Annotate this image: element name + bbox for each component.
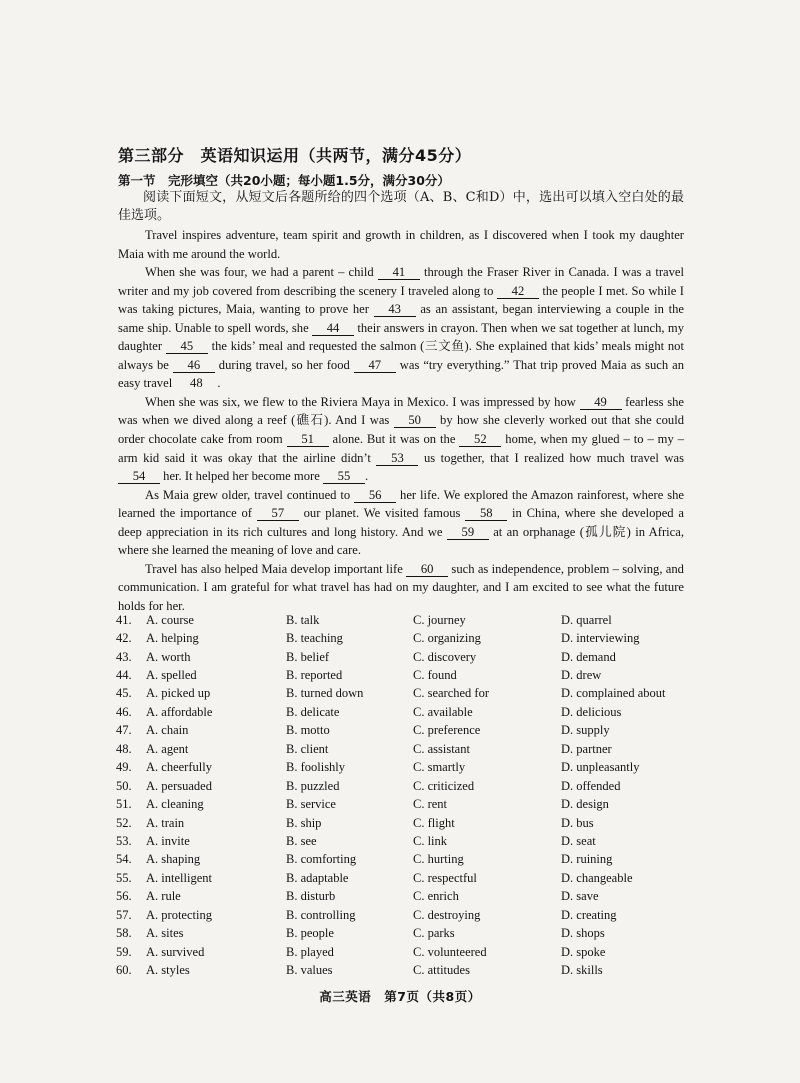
question-row <box>116 666 696 684</box>
option-b: B. see <box>286 833 317 848</box>
option-a: A. train <box>146 815 185 830</box>
option-d: D. creating <box>561 907 617 922</box>
option-c: C. volunteered <box>413 944 487 959</box>
question-number: 54. <box>116 852 132 867</box>
blank-number: 59 <box>447 525 489 540</box>
option-d: D. spoke <box>561 944 606 959</box>
question-row <box>116 611 696 629</box>
passage-text: the people I met. So while I was taking pictures, Maia, wanting to prove her <box>118 283 684 317</box>
option-a: A. protecting <box>146 907 212 922</box>
option-c: C. flight <box>413 815 455 830</box>
passage-text: their answers in crayon. Then when we sat together at lunch, my daughter <box>118 320 684 354</box>
subsection-title: 第一节 完形填空（共20小题；每小题1.5分，满分30分） <box>118 173 450 188</box>
instructions: 阅读下面短文，从短文后各题所给的四个选项（A、B、C和D）中，选出可以填入空白处的最佳选项。 <box>118 190 684 223</box>
question-number: 49. <box>116 760 132 775</box>
option-d: D. supply <box>561 723 610 738</box>
option-a: A. agent <box>146 741 189 756</box>
question-number: 48. <box>116 741 132 756</box>
option-d: D. ruining <box>561 852 613 867</box>
question-number: 50. <box>116 778 132 793</box>
option-d: D. demand <box>561 649 616 664</box>
option-b: B. adaptable <box>286 870 349 885</box>
question-number: 56. <box>116 889 132 904</box>
option-a: A. course <box>146 612 194 627</box>
passage-paragraph <box>118 226 684 263</box>
option-d: D. save <box>561 889 599 904</box>
option-d: D. partner <box>561 741 612 756</box>
option-b: B. service <box>286 797 336 812</box>
question-row <box>116 685 696 703</box>
blank-number: 48 <box>190 376 203 391</box>
blank-number: 55 <box>323 469 365 484</box>
answer-options <box>116 611 696 980</box>
blank-number: 58 <box>465 506 507 521</box>
option-c: C. rent <box>413 797 448 812</box>
passage-text: during travel, so her food <box>214 357 354 372</box>
passage-paragraph <box>118 393 684 486</box>
option-d: D. drew <box>561 668 602 683</box>
blank-number: 56 <box>354 488 396 503</box>
passage-text: our planet. We visited famous <box>298 506 466 521</box>
question-row <box>116 703 696 721</box>
option-b: B. ship <box>286 815 322 830</box>
option-b: B. people <box>286 926 334 941</box>
option-b: B. client <box>286 741 329 756</box>
option-c: C. assistant <box>413 741 470 756</box>
option-a: A. shaping <box>146 852 201 867</box>
question-row <box>116 869 696 887</box>
option-b: B. controlling <box>286 907 356 922</box>
option-d: D. changeable <box>561 870 633 885</box>
passage-text: fearless she was when we dived along a reef (礁石). And I was <box>118 394 685 428</box>
question-row <box>116 629 696 647</box>
page-footer: 高三英语 第7页（共8页） <box>319 989 481 1004</box>
option-c: C. searched for <box>413 686 490 701</box>
option-a: A. persuaded <box>146 778 212 793</box>
option-b: B. belief <box>286 649 330 664</box>
option-c: C. hurting <box>413 852 464 867</box>
question-number: 46. <box>116 704 132 719</box>
question-row <box>116 924 696 942</box>
blank-number: 60 <box>406 562 448 577</box>
question-number: 58. <box>116 926 132 941</box>
option-d: D. bus <box>561 815 594 830</box>
option-c: C. attitudes <box>413 963 470 978</box>
blank-number: 45 <box>166 339 208 354</box>
blank-number: 41 <box>378 265 420 280</box>
blank-number: 44 <box>312 321 354 336</box>
blank-number: 57 <box>257 506 299 521</box>
question-row <box>116 851 696 869</box>
question-number: 52. <box>116 815 132 830</box>
blank-number: 52 <box>459 432 501 447</box>
option-d: D. shops <box>561 926 605 941</box>
question-row <box>116 961 696 979</box>
passage-text: home, when my glued – to – my – arm kid said it was okay that the airline didn’t <box>118 432 685 465</box>
question-number: 47. <box>116 723 132 738</box>
option-b: B. values <box>286 963 333 978</box>
blank-number: 49 <box>580 395 622 410</box>
option-b: B. disturb <box>286 889 336 904</box>
blank-number: 51 <box>287 432 329 447</box>
question-number: 41. <box>116 612 132 627</box>
option-b: B. puzzled <box>286 778 340 793</box>
passage-text: such as independence, problem – solving, and communication. I am grateful for what travel has had on my daughter, and I am excited to see what the future holds for her. <box>118 561 684 613</box>
option-b: B. reported <box>286 668 343 683</box>
option-a: A. picked up <box>146 686 211 701</box>
option-a: A. chain <box>146 723 189 738</box>
option-b: B. foolishly <box>286 760 346 775</box>
question-row <box>116 777 696 795</box>
passage-text: as an assistant, began interviewing a couple in the same ship. Unable to spell words, she <box>118 302 684 335</box>
passage-paragraph <box>118 486 684 560</box>
passage-text: her. It helped her become more <box>160 469 323 484</box>
option-a: A. survived <box>146 944 205 959</box>
question-row <box>116 888 696 906</box>
option-a: A. worth <box>146 649 191 664</box>
option-d: D. offended <box>561 778 621 793</box>
passage-text: by how she cleverly worked out that she could order chocolate cake from room <box>118 413 684 447</box>
question-row <box>116 795 696 813</box>
option-a: A. sites <box>146 926 184 941</box>
question-row <box>116 943 696 961</box>
passage-text: us together, that I realized how much travel was <box>418 450 684 465</box>
option-c: C. available <box>413 704 473 719</box>
passage-text: As Maia grew older, travel continued to <box>145 487 355 502</box>
option-b: B. teaching <box>286 631 343 646</box>
question-number: 51. <box>116 797 132 812</box>
passage-text: the kids’ meal and requested the salmon (三文鱼). She explained that kids’ meals might not always be <box>118 339 684 372</box>
question-row <box>116 832 696 850</box>
question-number: 59. <box>116 944 132 959</box>
cloze-passage <box>118 226 684 615</box>
option-c: C. destroying <box>413 907 481 922</box>
question-number: 60. <box>116 963 132 978</box>
option-c: C. smartly <box>413 760 466 775</box>
option-a: A. invite <box>146 833 190 848</box>
option-b: B. delicate <box>286 704 340 719</box>
option-a: A. intelligent <box>146 870 212 885</box>
option-c: C. journey <box>413 612 466 627</box>
option-c: C. enrich <box>413 889 459 904</box>
question-row <box>116 740 696 758</box>
option-a: A. styles <box>146 963 190 978</box>
section-title: 第三部分 英语知识运用（共两节，满分45分） <box>118 146 472 165</box>
option-b: B. played <box>286 944 334 959</box>
option-b: B. talk <box>286 612 320 627</box>
passage-text: in China, where she developed a deep appreciation in its rich cultures and long history. And we <box>118 506 684 539</box>
passage-text: Travel inspires adventure, team spirit and growth in children, as I discovered when I took my daughter Maia with me around the world. <box>118 228 684 261</box>
question-row <box>116 814 696 832</box>
option-d: D. design <box>561 797 609 812</box>
option-b: B. motto <box>286 723 330 738</box>
passage-paragraph <box>118 263 684 393</box>
option-a: A. affordable <box>146 704 213 719</box>
option-c: C. found <box>413 668 457 683</box>
blank-number: 42 <box>497 284 539 299</box>
option-c: C. organizing <box>413 631 481 646</box>
blank-number: 46 <box>173 358 215 373</box>
passage-text: was “try everything.” That trip proved Maia as such an easy travel <box>118 357 684 391</box>
question-number: 57. <box>116 907 132 922</box>
question-row <box>116 906 696 924</box>
option-c: C. preference <box>413 723 481 738</box>
option-a: A. cheerfully <box>146 760 212 775</box>
question-number: 45. <box>116 686 132 701</box>
option-d: D. skills <box>561 963 603 978</box>
passage-text: . <box>364 469 369 484</box>
option-c: C. criticized <box>413 778 475 793</box>
option-a: A. rule <box>146 889 181 904</box>
question-number: 55. <box>116 870 132 885</box>
question-row <box>116 648 696 666</box>
passage-text: alone. But it was on the <box>328 432 460 447</box>
blank-number: 47 <box>354 358 396 373</box>
blank-number: 54 <box>118 469 160 484</box>
blank-number: 43 <box>374 302 416 317</box>
question-row <box>116 759 696 777</box>
option-d: D. unpleasantly <box>561 760 640 775</box>
blank-number: 53 <box>376 451 418 466</box>
question-number: 43. <box>116 649 132 664</box>
option-c: C. respectful <box>413 870 477 885</box>
question-number: 53. <box>116 833 132 848</box>
passage-text: . <box>217 376 221 391</box>
option-b: B. turned down <box>286 686 364 701</box>
passage-paragraph <box>118 560 684 616</box>
question-number: 42. <box>116 631 132 646</box>
option-a: A. cleaning <box>146 797 204 812</box>
option-c: C. link <box>413 833 448 848</box>
option-a: A. helping <box>146 631 199 646</box>
option-d: D. complained about <box>561 686 666 701</box>
option-d: D. interviewing <box>561 631 640 646</box>
passage-text: When she was four, we had a parent – child <box>145 265 378 280</box>
question-row <box>116 722 696 740</box>
passage-text: her life. We explored the Amazon rainforest, where she learned the importance of <box>118 487 684 521</box>
option-d: D. delicious <box>561 704 622 719</box>
passage-text: through the Fraser River in Canada. I was a travel writer and my job covered from describing the scenery I traveled along to <box>118 265 684 298</box>
blank-number: 50 <box>394 413 436 428</box>
question-number: 44. <box>116 668 132 683</box>
option-a: A. spelled <box>146 668 197 683</box>
option-d: D. quarrel <box>561 612 612 627</box>
option-d: D. seat <box>561 833 596 848</box>
passage-text: Travel has also helped Maia develop important life <box>145 561 407 576</box>
option-c: C. discovery <box>413 649 477 664</box>
option-b: B. comforting <box>286 852 357 867</box>
passage-text: at an orphanage (孤儿院) in Africa, where she learned the meaning of love and care. <box>118 524 684 558</box>
passage-text: When she was six, we flew to the Riviera Maya in Mexico. I was impressed by how <box>145 394 580 409</box>
option-c: C. parks <box>413 926 455 941</box>
